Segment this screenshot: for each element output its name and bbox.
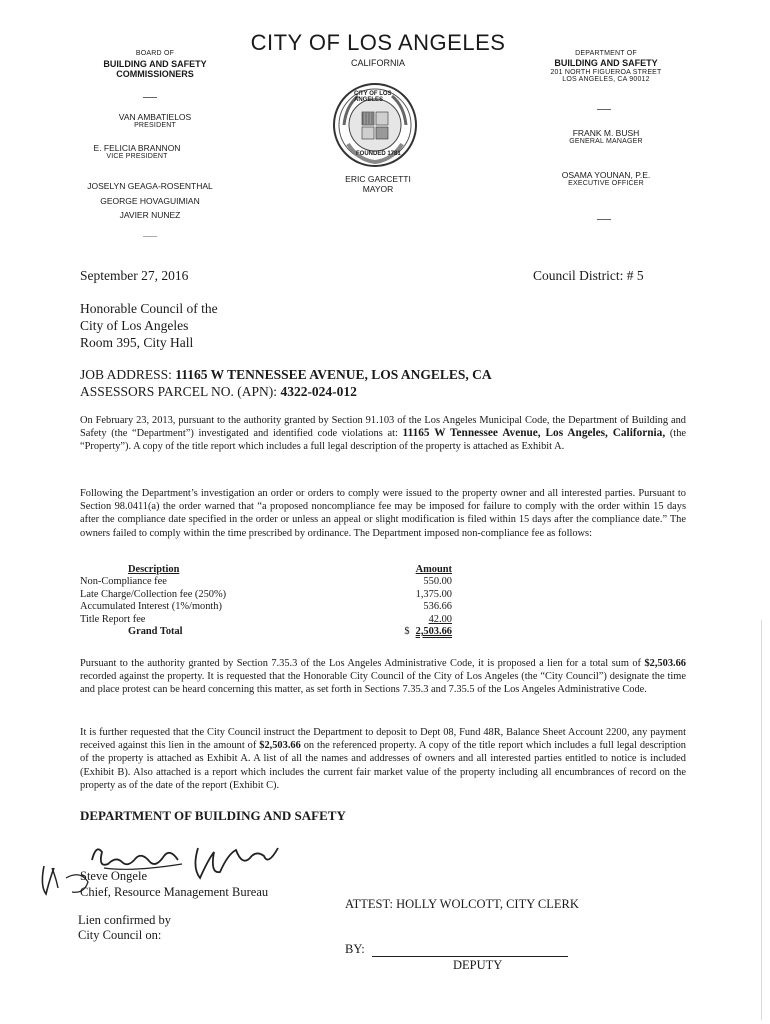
fee-description: Title Report fee [80,613,146,625]
signer-title: Chief, Resource Management Bureau [80,885,269,899]
divider [143,97,157,98]
seal-bottom-text: FOUNDED 1781 [356,151,401,157]
department-address-line1: 201 NORTH FIGUEROA STREET [550,69,662,76]
fee-total-row [80,626,452,638]
vice-president-name: E. FELICIA BRANNON [93,143,181,153]
department-of-label: DEPARTMENT OF [575,50,637,57]
vice-president-title: VICE PRESIDENT [106,153,168,160]
fee-amount: 42.00 [428,613,452,625]
lien-amount-bold: $2,503.66 [644,658,686,669]
apn-label: ASSESSORS PARCEL NO. (APN): [80,384,281,399]
commissioner-name: GEORGE HOVAGUIMIAN [100,195,200,206]
general-manager-name: FRANK M. BUSH [572,128,640,138]
grand-total-label: Grand Total [128,626,183,638]
addressee-line: Honorable Council of the [80,301,218,316]
scan-edge-line [761,620,762,1020]
paragraph-text: Pursuant to the authority granted by Section 7.35.3 of the Los Angeles Administrative Code, it is proposed a lien for a total sum of [80,658,645,669]
job-address [80,366,720,383]
paragraph-orders: Following the Department’s investigation an order or orders to comply were issued to the property owner and all interested parties. Pursuant to Section 98.0411(a) the order warned that “a proposed noncompliance fee may be imposed for failure to comply with the order within 15 days after the compliance date specified in the order or unless an appeal or slight modification is filed within 15 days after the compliance date.” The owners failed to comply within the time prescribed by ordinance. The Department imposed non-compliance fee as follows: [80,488,686,539]
paragraph-text: On February 23, 2013, pursuant to the authority granted by Section 91.103 of the Los Angeles Municipal Code, the Department of Building and Safety (the “Department”) investigated and identified code violations at: [80,415,686,440]
mayor-name: ERIC GARCETTI [345,174,411,184]
general-manager-title: GENERAL MANAGER [569,138,643,145]
vice-president-block [52,143,222,160]
fee-description: Non-Compliance fee [80,576,167,588]
fee-table-grid [80,564,452,638]
department-block [516,50,696,83]
board-name-line1: BUILDING AND SAFETY [103,59,207,69]
amount-header: Amount [415,564,452,575]
divider [597,219,611,220]
commissioner-name: JAVIER NUNEZ [119,210,181,220]
fee-description: Late Charge/Collection fee (250%) [80,588,227,600]
lien-confirmed-block [78,913,171,943]
state-label: CALIFORNIA [350,58,405,68]
fee-amount: 536.66 [423,601,452,613]
divider [597,109,611,110]
department-name: BUILDING AND SAFETY [554,58,658,68]
council-district: Council District: # 5 [533,268,644,283]
deposit-amount-bold: $2,503.66 [259,740,301,752]
department-signature-heading: DEPARTMENT OF BUILDING AND SAFETY [80,808,346,823]
lien-confirmed-line: City Council on: [78,928,162,942]
divider [143,236,157,237]
addressee-line: City of Los Angeles [80,318,189,333]
fee-table [80,564,452,638]
seal-top-text: CITY OF LOS ANGELES [354,91,392,103]
department-address-line2: LOS ANGELES, CA 90012 [562,76,650,83]
description-header: Description [128,564,180,575]
job-address-value: 11165 W TENNESSEE AVENUE, LOS ANGELES, CA [175,367,492,382]
city-seal [332,82,418,168]
fee-table-header [80,564,452,576]
executive-officer-name: OSAMA YOUNAN, P.E. [561,170,651,180]
fee-description: Accumulated Interest (1%/month) [80,601,222,613]
fee-row [80,601,452,613]
addressee-block [80,300,218,351]
mayor-block [300,174,456,194]
paragraph-lien [80,657,686,697]
letter-date: September 27, 2016 [80,268,189,283]
property-address-bold: 11165 W Tennessee Avenue, Los Angeles, California, [402,427,666,440]
deputy-signature-line [372,956,568,957]
paragraph-investigation [80,414,686,454]
fee-row [80,614,452,626]
fee-amount: 1,375.00 [415,588,452,600]
addressee-line: Room 395, City Hall [80,335,194,350]
board-name-line2: COMMISSIONERS [116,69,194,79]
attest-line: ATTEST: HOLLY WOLCOTT, CITY CLERK [345,897,579,911]
apn [80,383,720,400]
job-address-label: JOB ADDRESS: [80,367,176,382]
signer-block [80,868,268,900]
board-block [70,50,240,79]
signer-name: Steve Ongele [80,869,147,883]
president-block [70,112,240,129]
paragraph-text: (the “Property”). A copy of the title report which includes a full legal description of the property is attached as Exhibit A. [80,428,687,453]
deputy-label: DEPUTY [453,958,503,972]
fee-row [80,589,452,601]
lien-confirmed-line: Lien confirmed by [78,913,172,927]
paragraph-text: recorded against the property. It is requested that the Honorable City Council of the City of Los Angeles (the “City Council”) designate the time and place protest can be heard concerning this matter, as set forth in Sections 7.35.3 and 7.35.5 of the Los Angeles Administrative Code. [80,671,686,696]
president-name: VAN AMBATIELOS [118,112,192,122]
mayor-title: MAYOR [362,184,394,194]
executive-officer-block [516,170,696,187]
paragraph-deposit [80,726,686,792]
currency-symbol: $ [404,626,410,638]
commissioners-list [60,179,240,223]
grand-total-amount: 2,503.66 [415,626,452,638]
city-title: CITY OF LOS ANGELES [250,30,506,55]
apn-value: 4322-024-012 [280,384,357,399]
paragraph-text: on the referenced property. A copy of the title report which includes a full legal description of the property is attached as Exhibit A. A list of all the names and addresses of owners and all interested parties entitled to notice is included (Exhibit B). Also attached is a report which includes the current fair market value of the property including all encumbrances of record on the property as of the date of the report (Exhibit C). [80,740,686,791]
fee-amount: 550.00 [423,576,452,588]
board-of-label: BOARD OF [135,50,175,57]
executive-officer-title: EXECUTIVE OFFICER [568,180,644,187]
by-label: BY: [345,942,365,956]
commissioner-name: JOSELYN GEAGA-ROSENTHAL [87,181,213,191]
fee-row [80,576,452,588]
paragraph-text: It is further requested that the City Council instruct the Department to deposit to Dept 08, Fund 48R, Balance Sheet Account 2200, any payment received against this lien in the amount of [80,727,686,752]
president-title: PRESIDENT [134,122,176,129]
general-manager-block [516,128,696,145]
